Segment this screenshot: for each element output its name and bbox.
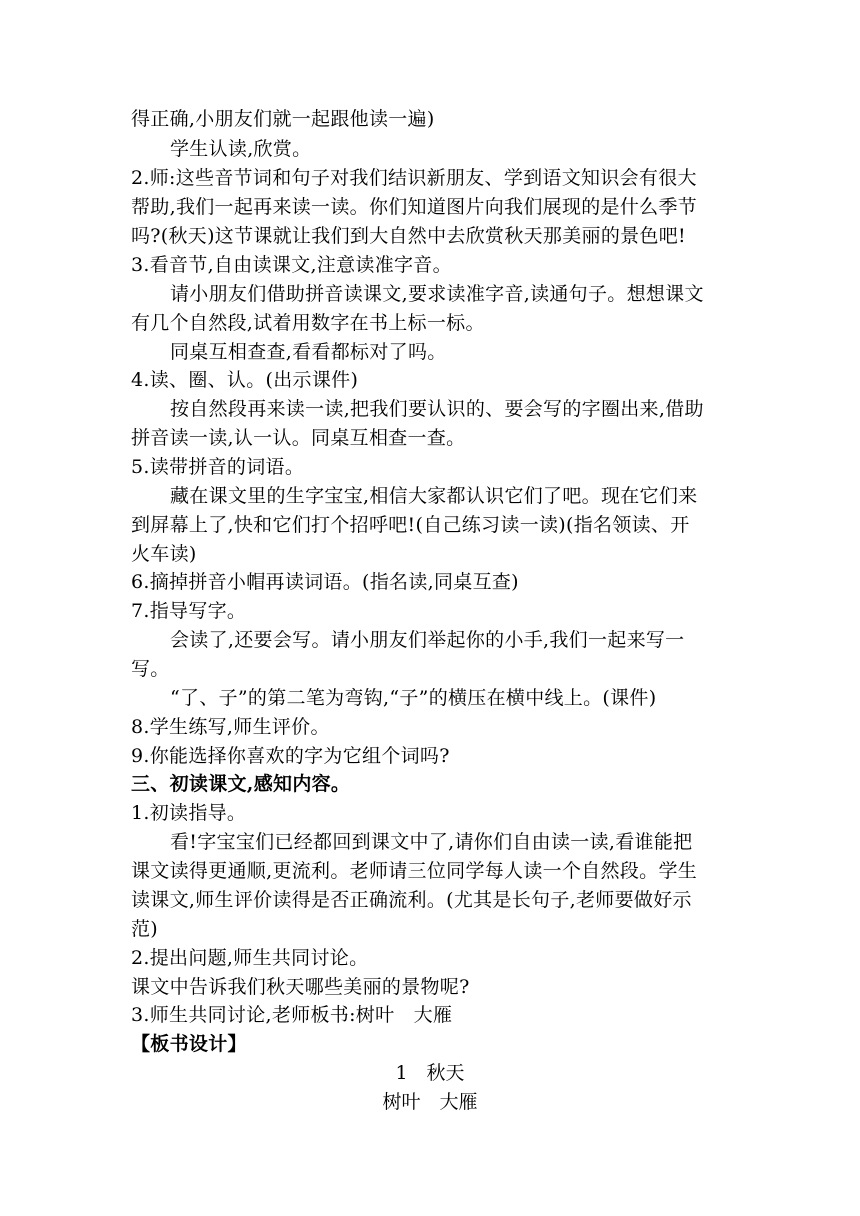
text-line: 会读了,还要会写。请小朋友们举起你的小手,我们一起来写一 <box>170 629 685 651</box>
text-line: 有几个自然段,试着用数字在书上标一标。 <box>131 312 485 334</box>
text-line: 4.读、圈、认。(出示课件) <box>131 369 359 391</box>
text-line: 火车读) <box>131 543 197 565</box>
text-line: 2.提出问题,师生共同讨论。 <box>131 947 369 969</box>
board-title: 1 秋天 <box>395 1062 465 1084</box>
text-line: 拼音读一读,认一认。同桌互相查一查。 <box>131 427 466 449</box>
board-design-heading: 【板书设计】 <box>131 1033 247 1055</box>
text-line: 得正确,小朋友们就一起跟他读一遍) <box>131 108 435 130</box>
text-line: 8.学生练写,师生评价。 <box>131 716 330 738</box>
text-line: 请小朋友们借助拼音读课文,要求读准字音,读通句子。想想课文 <box>170 283 704 305</box>
text-line: 帮助,我们一起再来读一读。你们知道图片向我们展现的是什么季节 <box>131 196 698 218</box>
text-line: 1.初读指导。 <box>131 802 247 824</box>
text-line: 课文读得更通顺,更流利。老师请三位同学每人读一个自然段。学生 <box>131 860 698 882</box>
text-line: 范) <box>131 918 159 940</box>
text-line: 吗?(秋天)这节课就让我们到大自然中去欣赏秋天那美丽的景色吧! <box>131 225 686 247</box>
text-line: 3.师生共同讨论,老师板书:树叶 大雁 <box>131 1004 453 1026</box>
text-line: “了、子”的第二笔为弯钩,“子”的横压在横中线上。(课件) <box>170 687 657 709</box>
text-line: 5.读带拼音的词语。 <box>131 456 305 478</box>
text-line: 6.摘掉拼音小帽再读词语。(指名读,同桌互查) <box>131 571 519 593</box>
text-line: 2.师:这些音节词和句子对我们结识新朋友、学到语文知识会有很大 <box>131 167 697 189</box>
text-line: 7.指导写字。 <box>131 600 247 622</box>
board-items: 树叶 大雁 <box>382 1091 478 1113</box>
section-heading: 三、初读课文,感知内容。 <box>131 773 351 795</box>
text-line: 同桌互相查查,看看都标对了吗。 <box>170 341 447 363</box>
text-line: 课文中告诉我们秋天哪些美丽的景物呢? <box>131 976 470 998</box>
text-line: 看!字宝宝们已经都回到课文中了,请你们自由读一读,看谁能把 <box>170 831 693 853</box>
text-line: 3.看音节,自由读课文,注意读准字音。 <box>131 254 452 276</box>
text-line: 读课文,师生评价读得是否正确流利。(尤其是长句子,老师要做好示 <box>131 889 692 911</box>
text-line: 写。 <box>131 658 170 680</box>
text-line: 藏在课文里的生字宝宝,相信大家都认识它们了吧。现在它们来 <box>170 485 698 507</box>
text-line: 到屏幕上了,快和它们打个招呼吧!(自己练习读一读)(指名领读、开 <box>131 514 690 536</box>
text-line: 9.你能选择你喜欢的字为它组个词吗? <box>131 745 450 767</box>
text-line: 学生认读,欣赏。 <box>170 138 312 160</box>
text-line: 按自然段再来读一读,把我们要认识的、要会写的字圈出来,借助 <box>170 398 704 420</box>
